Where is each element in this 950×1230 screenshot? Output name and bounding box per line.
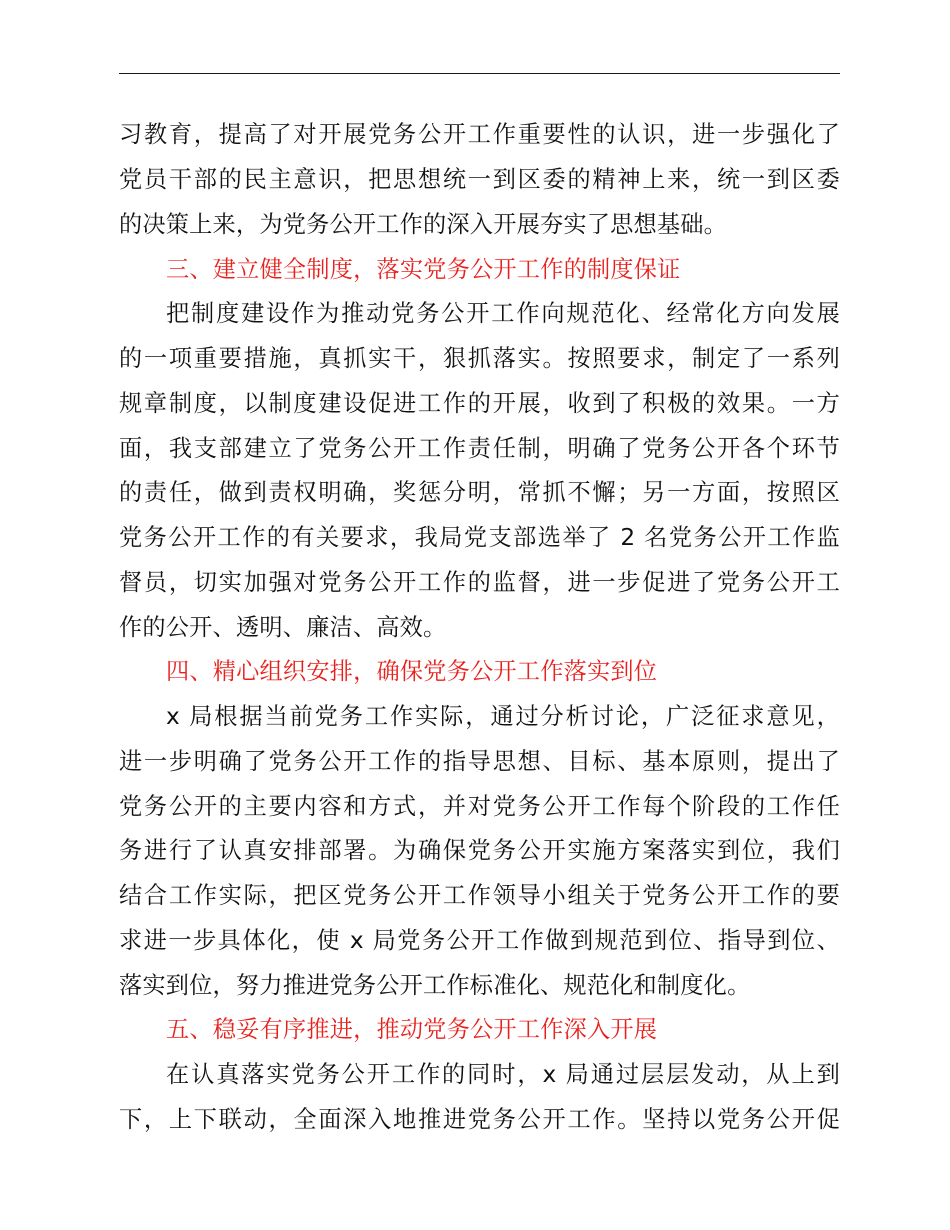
paragraph-line: 作的公开、透明、廉洁、高效。 — [119, 614, 447, 641]
paragraph-line: 的责任，做到责权明确，奖惩分明，常抓不懈；另一方面，按照区 — [119, 479, 840, 506]
paragraph-line: 党员干部的民主意识，把思想统一到区委的精神上来，统一到区委 — [119, 166, 840, 193]
paragraph-line: 落实到位，努力推进党务公开工作标准化、规范化和制度化。 — [119, 972, 751, 999]
header-rule — [119, 73, 840, 74]
paragraph-line: 把制度建设作为推动党务公开工作向规范化、经常化方向发展 — [166, 300, 840, 327]
paragraph-line: 在认真落实党务公开工作的同时，x 局通过层层发动，从上到 — [166, 1061, 840, 1088]
paragraph-line: x 局根据当前党务工作实际，通过分析讨论，广泛征求意见， — [166, 703, 840, 730]
paragraph-line: 的决策上来，为党务公开工作的深入开展夯实了思想基础。 — [119, 211, 728, 238]
paragraph-line: 进一步明确了党务公开工作的指导思想、目标、基本原则，提出了 — [119, 748, 840, 775]
paragraph-line: 的一项重要措施，真抓实干，狠抓落实。按照要求，制定了一系列 — [119, 345, 840, 372]
paragraph-line: 面，我支部建立了党务公开工作责任制，明确了党务公开各个环节 — [119, 435, 840, 462]
paragraph-line: 规章制度，以制度建设促进工作的开展，收到了积极的效果。一方 — [119, 390, 840, 417]
paragraph-line: 督员，切实加强对党务公开工作的监督，进一步促进了党务公开工 — [119, 569, 840, 596]
section-heading: 四、精心组织安排，确保党务公开工作落实到位 — [166, 658, 658, 685]
paragraph-line: 务进行了认真安排部署。为确保党务公开实施方案落实到位，我们 — [119, 837, 840, 864]
section-heading: 三、建立健全制度，落实党务公开工作的制度保证 — [166, 256, 681, 283]
paragraph-line: 习教育，提高了对开展党务公开工作重要性的认识，进一步强化了 — [119, 121, 840, 148]
paragraph-line: 党务公开的主要内容和方式，并对党务公开工作每个阶段的工作任 — [119, 793, 840, 820]
section-heading: 五、稳妥有序推进，推动党务公开工作深入开展 — [166, 1016, 658, 1043]
paragraph-line: 求进一步具体化，使 x 局党务公开工作做到规范到位、指导到位、 — [119, 927, 840, 954]
paragraph-line: 结合工作实际，把区党务公开工作领导小组关于党务公开工作的要 — [119, 882, 840, 909]
paragraph-line: 下，上下联动，全面深入地推进党务公开工作。坚持以党务公开促 — [119, 1106, 840, 1133]
paragraph-line: 党务公开工作的有关要求，我局党支部选举了 2 名党务公开工作监 — [119, 524, 840, 551]
